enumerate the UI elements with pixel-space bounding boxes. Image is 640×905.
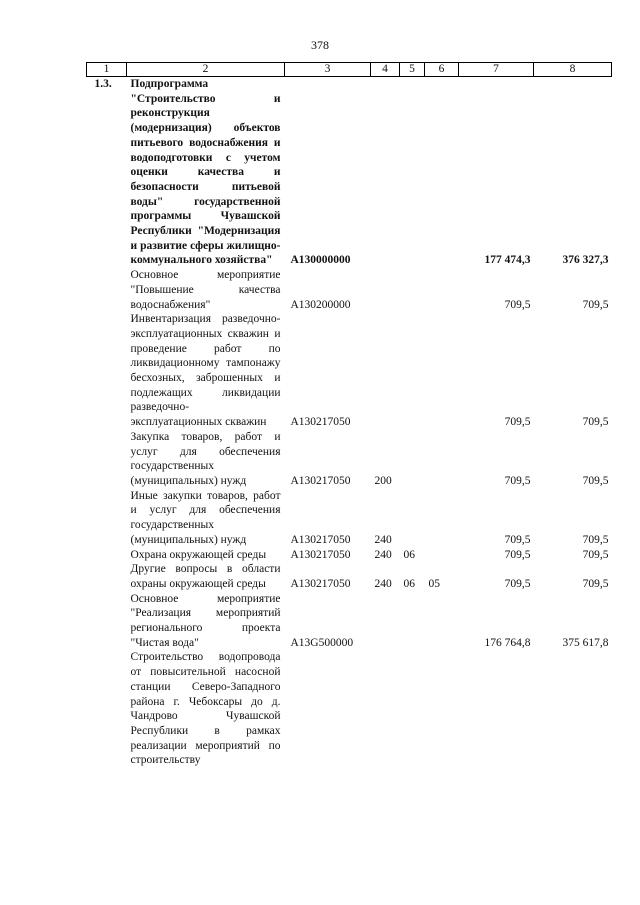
subsection-code: 05 [428,577,440,590]
column-number: 7 [459,63,534,77]
table-row [87,489,612,548]
table-row [87,650,612,768]
row-index [87,489,127,548]
subsection-code [425,268,459,312]
section-code: 06 [403,548,415,561]
amount-year-1: 709,5 [504,416,531,429]
budget-code: А130217050 [290,533,351,546]
column-number: 1 [87,63,127,77]
section-code [400,430,425,489]
table-row [87,77,612,269]
budget-code: А130217050 [290,548,351,561]
column-number: 3 [285,63,371,77]
column-number: 5 [400,63,425,77]
table-row [87,562,612,591]
amount-year-2: 709,5 [582,533,609,546]
table-row [87,312,612,430]
row-name: Инвентаризация разведочно-эксплуатационных скважин и проведение работ по ликвидационному тампонажу бесхозных, заброшенных и подлежащих ликвидации разведочно-эксплуатационных скважин [130,313,281,429]
section-code [400,592,425,651]
page-number: 378 [311,38,329,52]
column-number-row [87,63,612,77]
row-index [87,548,127,563]
row-index [87,592,127,651]
amount-year-1 [459,650,534,768]
budget-code: А13G500000 [290,636,354,649]
expense-type: 240 [374,548,392,561]
section-code [400,489,425,548]
section-code: 06 [403,577,415,590]
amount-year-2: 709,5 [582,577,609,590]
column-number: 2 [127,63,285,77]
column-number: 8 [534,63,612,77]
section-code [400,77,425,269]
subsection-code [425,548,459,563]
budget-code: А130000000 [290,254,351,267]
row-name: Другие вопросы в области охраны окружающей среды [130,563,281,590]
expense-type [371,650,400,768]
row-index [87,650,127,768]
row-index [87,562,127,591]
row-name: Подпрограмма "Строительство и реконструкция (модернизация) объектов питьевого водоснабжения и водоподготовки с учетом оценки качества и безопасности питьевой воды" государственной программы Чувашской Республики "Модернизация и развитие сферы жилищно-коммунального хозяйства" [130,78,281,267]
row-name: Основное мероприятие "Повышение качества водоснабжения" [130,269,281,311]
expense-type [371,312,400,430]
subsection-code [425,77,459,269]
column-number: 6 [425,63,459,77]
subsection-code [425,430,459,489]
row-name: Основное мероприятие "Реализация мероприятий регионального проекта "Чистая вода" [130,592,281,649]
row-index [87,312,127,430]
amount-year-1: 709,5 [504,298,531,311]
section-code [400,650,425,768]
row-index: 1.3. [94,78,112,90]
row-name: Закупка товаров, работ и услуг для обеспечения государственных (муниципальных) нужд [130,430,281,487]
expense-type: 200 [374,474,392,487]
amount-year-1: 709,5 [504,533,531,546]
budget-code: А130217050 [290,474,351,487]
expense-type [371,592,400,651]
row-name: Строительство водопровода от повысительной насосной станции Северо-Западного района г. Чебоксары до д. Чандрово Чувашской Республики в рамках реализации мероприятий по строительству [130,651,281,767]
amount-year-2: 376 327,3 [562,254,609,267]
amount-year-2: 709,5 [582,298,609,311]
table-row [87,548,612,563]
budget-code: А130217050 [290,416,351,429]
expense-type [371,268,400,312]
budget-code: А130217050 [290,577,351,590]
amount-year-1: 709,5 [504,548,531,561]
expense-type: 240 [374,577,392,590]
row-name: Охрана окружающей среды [130,548,267,561]
amount-year-1: 709,5 [504,474,531,487]
amount-year-1: 176 764,8 [484,636,531,649]
table-row [87,592,612,651]
budget-code [285,650,371,768]
column-number: 4 [371,63,400,77]
amount-year-2 [534,650,612,768]
budget-table [86,62,612,768]
row-index [87,268,127,312]
amount-year-2: 375 617,8 [562,636,609,649]
amount-year-1: 709,5 [504,577,531,590]
subsection-code [425,650,459,768]
subsection-code [425,592,459,651]
row-name: Иные закупки товаров, работ и услуг для обеспечения государственных (муниципальных) нужд [130,489,281,546]
section-code [400,268,425,312]
subsection-code [425,312,459,430]
table-row [87,430,612,489]
subsection-code [425,489,459,548]
amount-year-2: 709,5 [582,416,609,429]
section-code [400,312,425,430]
budget-code: А130200000 [290,298,351,311]
amount-year-2: 709,5 [582,548,609,561]
table-row [87,268,612,312]
amount-year-1: 177 474,3 [484,254,531,267]
amount-year-2: 709,5 [582,474,609,487]
row-index [87,430,127,489]
expense-type [371,77,400,269]
expense-type: 240 [374,533,392,546]
